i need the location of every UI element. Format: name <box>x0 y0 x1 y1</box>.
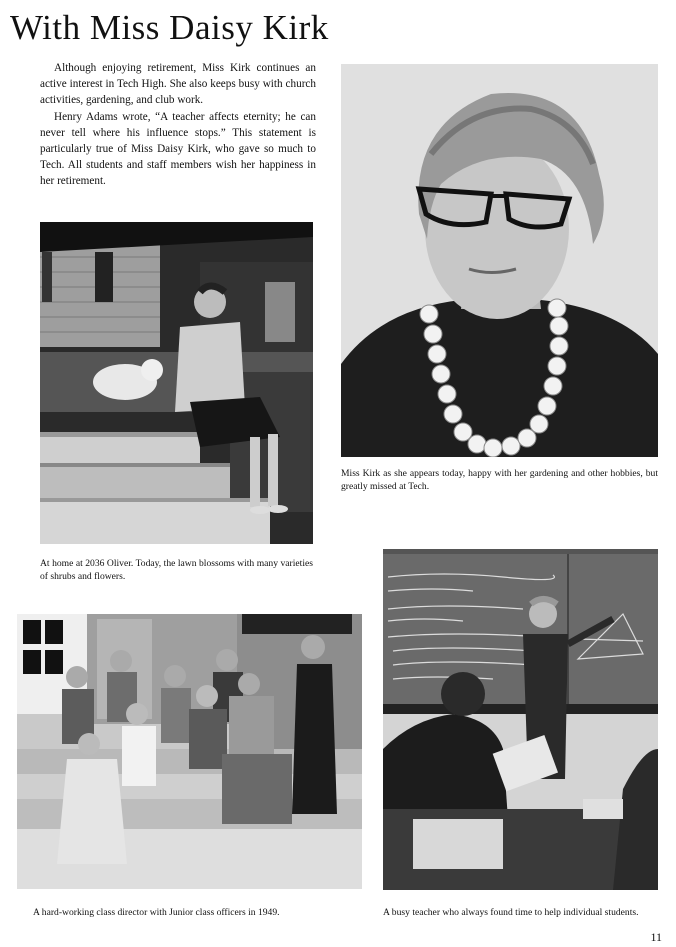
portrait-photo <box>341 64 658 457</box>
intro-paragraph-1: Although enjoying retirement, Miss Kirk continues an active interest in Tech High. She also keeps busy with church activities, gardening, and club work. <box>40 62 316 107</box>
teacher-caption: A busy teacher who always found time to help individual students. <box>383 907 639 918</box>
home-photo <box>40 222 313 544</box>
intro-paragraph-2: Henry Adams wrote, “A teacher affects eternity; he can never tell where his influence stops.” This statement is particularly true of Miss Daisy Kirk, who gave so much to Tech. All students and staff members wish her happiness in her retirement. <box>40 110 316 188</box>
teacher-photo <box>383 549 658 890</box>
class-officers-photo <box>17 614 362 889</box>
page-title: With Miss Daisy Kirk <box>10 8 329 47</box>
page-number: 11 <box>650 930 662 944</box>
portrait-caption: Miss Kirk as she appears today, happy with her gardening and other hobbies, but greatly missed at Tech. <box>341 468 658 492</box>
home-caption: At home at 2036 Oliver. Today, the lawn blossoms with many varieties of shrubs and flowers. <box>40 558 313 582</box>
intro-text <box>40 60 316 190</box>
class-officers-caption: A hard-working class director with Junior class officers in 1949. <box>33 907 280 918</box>
